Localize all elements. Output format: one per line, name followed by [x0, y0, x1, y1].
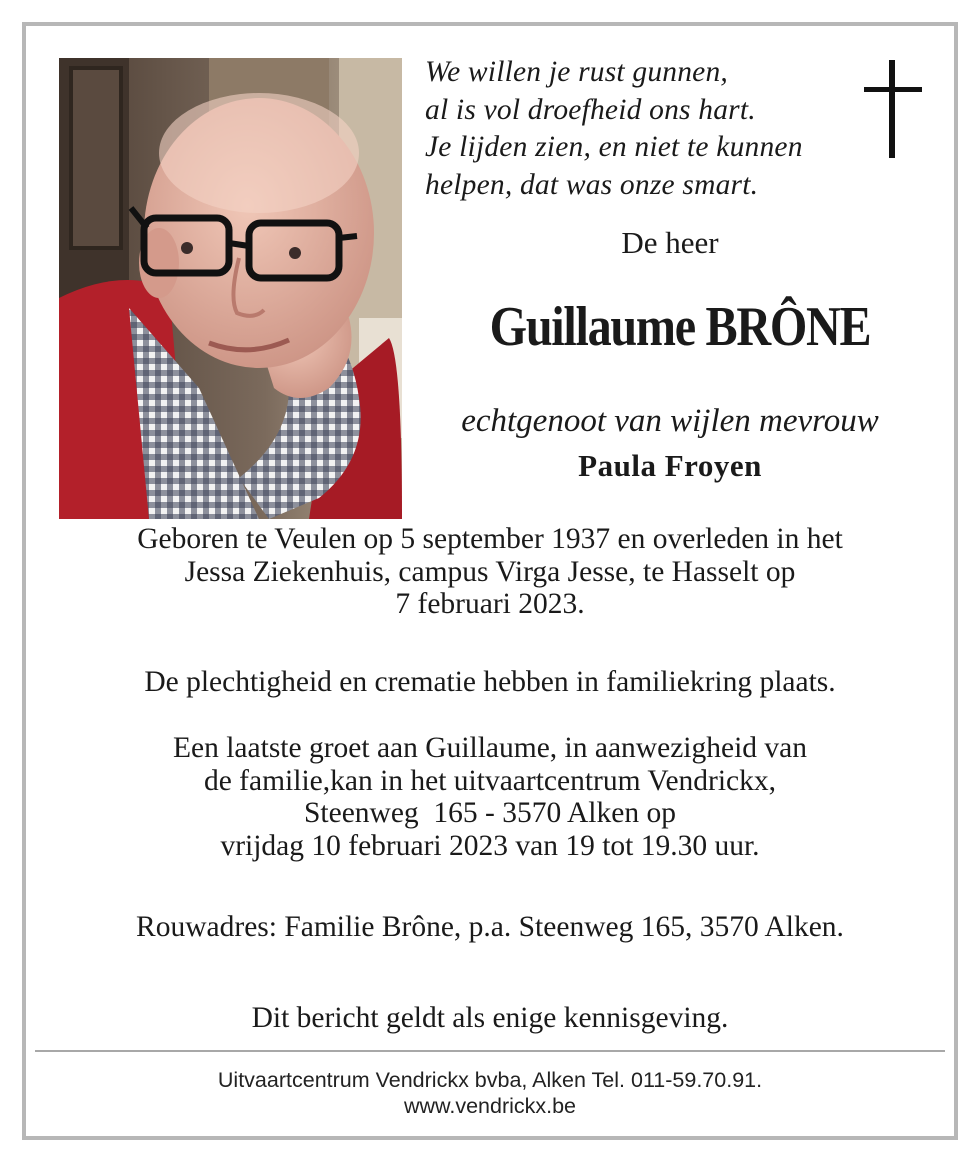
honorific: De heer: [621, 225, 719, 260]
poem-line: Je lijden zien, en niet te kunnen: [425, 131, 803, 163]
text-line: Rouwadres: Familie Brône, p.a. Steenweg 165, 3570 Alken.: [136, 911, 844, 943]
text-line: Een laatste groet aan Guillaume, in aanwezigheid van: [173, 732, 807, 764]
footer-website: www.vendrickx.be: [403, 1094, 577, 1118]
text-line: Steenweg 165 - 3570 Alken op: [304, 797, 676, 829]
poem-line: We willen je rust gunnen,: [425, 56, 728, 88]
cross-icon: [864, 60, 922, 160]
text-line: 7 februari 2023.: [395, 588, 585, 620]
text-line: Jessa Ziekenhuis, campus Virga Jesse, te Hasselt op: [184, 555, 796, 588]
footer-line: Uitvaartcentrum Vendrickx bvba, Alken Tel. 011-59.70.91.: [217, 1068, 763, 1092]
portrait-photo: [59, 58, 402, 519]
address-paragraph: [30, 911, 950, 944]
text-line: vrijdag 10 februari 2023 van 19 tot 19.30 uur.: [220, 829, 760, 862]
divider: [35, 1050, 945, 1052]
deceased-name: Guillaume BRÔNE: [489, 296, 871, 358]
text-line: De plechtigheid en crematie hebben in familiekring plaats.: [144, 666, 836, 698]
spouse-intro: echtgenoot van wijlen mevrouw: [461, 403, 879, 439]
poem-line: helpen, dat was onze smart.: [425, 168, 759, 201]
notice-paragraph: [30, 1002, 950, 1035]
birth-death-paragraph: [30, 523, 950, 621]
visitation-paragraph: [30, 732, 950, 862]
spouse-name: Paula Froyen: [578, 448, 762, 483]
poem-line: al is vol droefheid ons hart.: [425, 93, 756, 126]
text-line: Geboren te Veulen op 5 september 1937 en overleden in het: [137, 523, 843, 555]
poem: [425, 54, 855, 204]
ceremony-paragraph: [30, 666, 950, 699]
text-line: de familie,kan in het uitvaartcentrum Vendrickx,: [203, 764, 777, 797]
text-line: Dit bericht geldt als enige kennisgeving.: [251, 1002, 729, 1034]
